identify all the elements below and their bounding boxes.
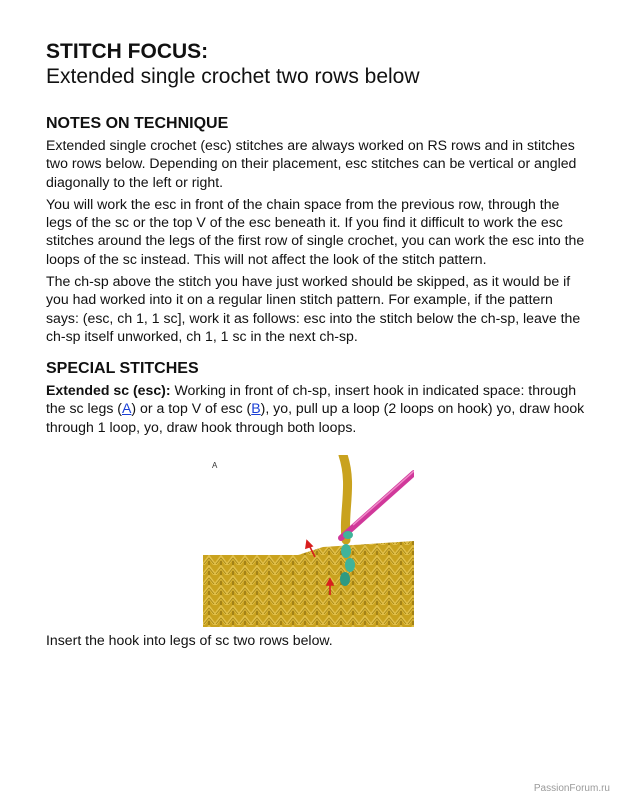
fabric-swatch	[203, 541, 414, 627]
page-subtitle: Extended single crochet two rows below	[46, 65, 420, 88]
notes-paragraph-3: The ch-sp above the stitch you have just worked should be skipped, as it would be if you had worked into it on a regular linen stitch pattern. For example, if the pattern says: (esc, ch 1, 1 sc], work it as follows: esc into the stitch below the ch-sp, leave the ch-sp itself unworked, ch 1, 1 sc in the next ch-sp.	[46, 273, 581, 344]
esc-term: Extended sc (esc):	[46, 382, 171, 398]
esc-text-c: ), yo, pull up a loop (2 loops on hook) yo, draw hook through 1 loop, yo, draw hook through both loops.	[46, 400, 585, 435]
link-b[interactable]: B	[251, 400, 261, 417]
notes-paragraph-2: You will work the esc in front of the chain space from the previous row, through the legs of the sc or the top V of the esc beneath it. If you find it difficult to work the esc stitches around the legs of the first row of single crochet, you can work the esc into the loops of the sc instead. This will not affect the look of the stitch pattern.	[46, 195, 585, 267]
figure-label: A	[212, 461, 218, 470]
notes-section	[46, 114, 586, 345]
notes-heading: NOTES ON TECHNIQUE	[46, 115, 229, 132]
link-a[interactable]: A	[121, 400, 132, 417]
page-title: STITCH FOCUS:	[46, 40, 209, 63]
esc-text-b: ) or a top V of esc (	[131, 400, 252, 417]
figure-caption: Insert the hook into legs of sc two rows below.	[46, 632, 333, 648]
esc-text-a: Working in front of ch-sp, insert hook in indicated space: through the sc legs (	[46, 382, 577, 417]
special-stitches-heading: SPECIAL STITCHES	[46, 360, 199, 377]
esc-definition	[46, 381, 586, 436]
watermark: PassionForum.ru	[533, 783, 610, 794]
crochet-photo	[203, 455, 414, 627]
special-stitches-section	[46, 359, 586, 436]
notes-paragraph-1: Extended single crochet (esc) stitches are always worked on RS rows and in stitches two rows below. Depending on their placement, esc stitches can be vertical or angled diagonally to the left or right.	[46, 137, 577, 190]
working-yarn	[343, 455, 348, 540]
